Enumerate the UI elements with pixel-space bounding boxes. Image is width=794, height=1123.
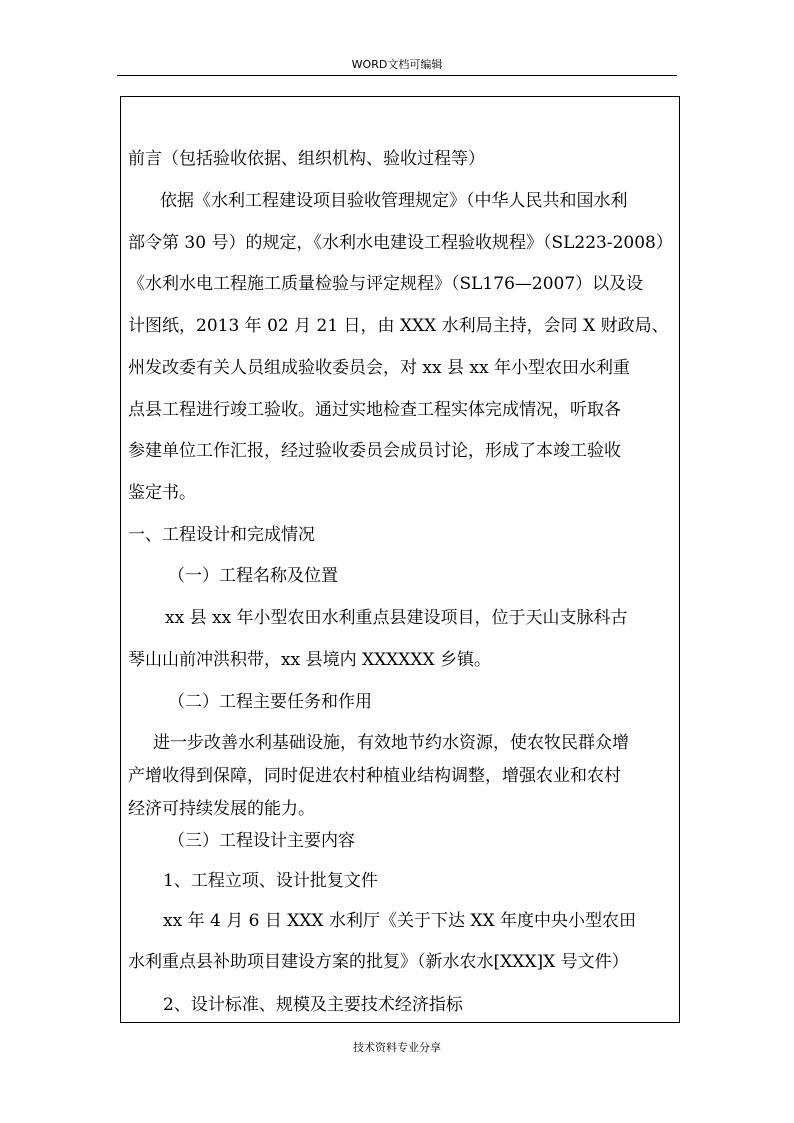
subsection-heading: （二）工程主要任务和作用 [168, 692, 372, 712]
body-line: xx 县 xx 年小型农田水利重点县建设项目，位于天山支脉科古 [165, 608, 628, 628]
body-line: 琴山山前冲洪积带，xx 县境内 XXXXXX 乡镇。 [128, 650, 492, 670]
body-line: 州发改委有关人员组成验收委员会，对 xx 县 xx 年小型农田水利重 [128, 358, 630, 378]
item-heading: 2、设计标准、规模及主要技术经济指标 [163, 995, 463, 1015]
subsection-heading: （一）工程名称及位置 [168, 566, 338, 586]
body-line: 部令第 30 号）的规定，《水利水电建设工程验收规程》（SL223-2008） [128, 233, 673, 253]
section-heading: 一、工程设计和完成情况 [128, 525, 315, 545]
body-line: 《水利水电工程施工质量检验与评定规程》（SL176—2007）以及设 [128, 274, 644, 294]
preface-heading: 前言（包括验收依据、组织机构、验收过程等） [128, 149, 485, 169]
body-line: 依据《水利工程建设项目验收管理规定》（中华人民共和国水利 [160, 191, 628, 211]
page-footer: 技术资料专业分享 [353, 1041, 441, 1054]
body-line: 计图纸，2013 年 02 月 21 日，由 XXX 水利局主持，会同 X 财政局、 [128, 316, 669, 336]
body-line: 产增收得到保障，同时促进农村种植业结构调整，增强农业和农村 [128, 766, 621, 786]
body-line: 参建单位工作汇报，经过验收委员会成员讨论，形成了本竣工验收 [128, 441, 621, 461]
body-line: 进一步改善水利基础设施，有效地节约水资源，使农牧民群众增 [153, 733, 629, 753]
body-line: 水利重点县补助项目建设方案的批复》（新水农水[XXX]X 号文件） [128, 952, 629, 972]
item-heading: 1、工程立项、设计批复文件 [163, 871, 378, 891]
page-header: WORD文档可编辑 [351, 58, 443, 71]
header-rule [117, 75, 677, 76]
subsection-heading: （三）工程设计主要内容 [168, 831, 355, 851]
body-line: 鉴定书。 [128, 483, 196, 503]
body-line: 点县工程进行竣工验收。通过实地检查工程实体完成情况，听取各 [128, 400, 621, 420]
body-line: xx 年 4 月 6 日 XXX 水利厅《关于下达 XX 年度中央小型农田 [163, 911, 636, 931]
body-line: 经济可持续发展的能力。 [128, 799, 315, 819]
